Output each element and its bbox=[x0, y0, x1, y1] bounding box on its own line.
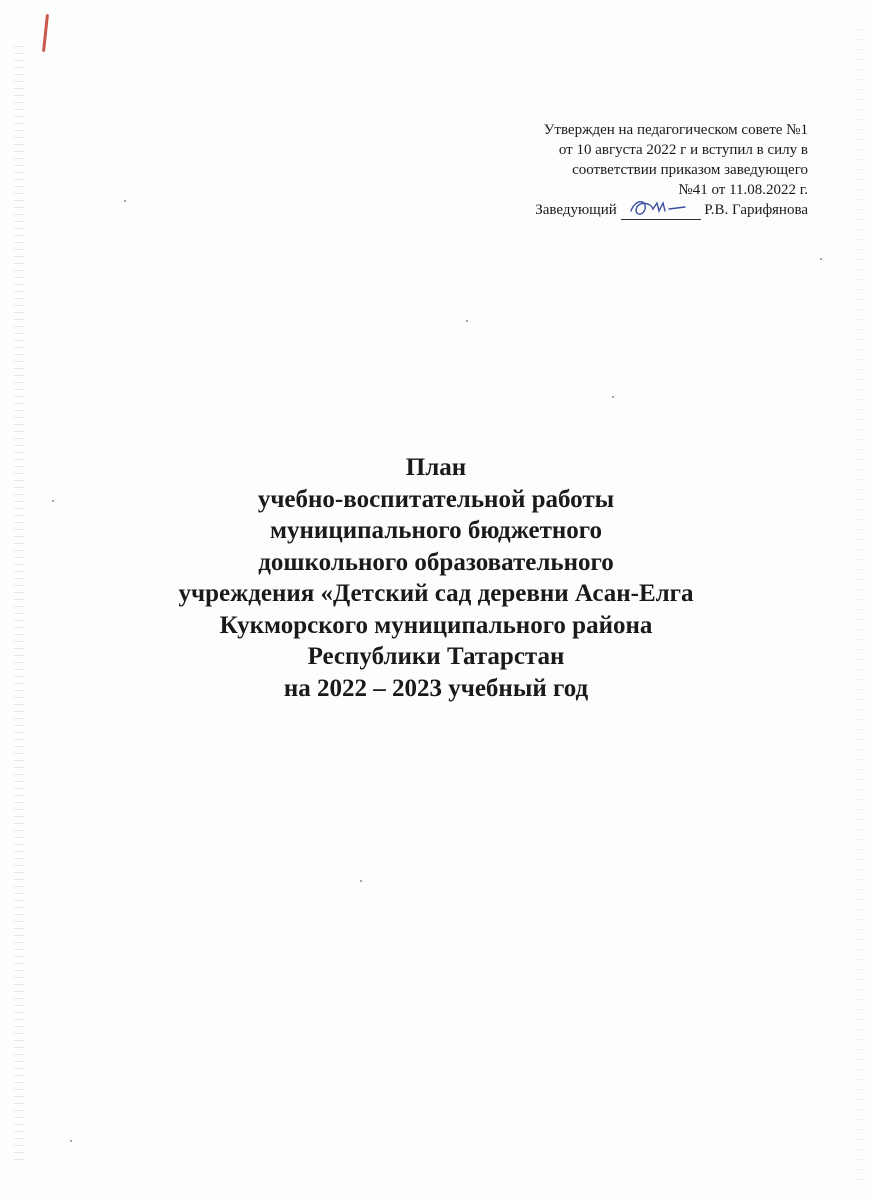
signature-row bbox=[468, 200, 808, 220]
approval-line: Утвержден на педагогическом совете №1 bbox=[543, 122, 808, 138]
title-line: Кукморского муниципального района bbox=[219, 611, 653, 639]
title-line: Республики Татарстан bbox=[307, 643, 565, 670]
title-line: учебно-воспитательной работы bbox=[257, 485, 615, 513]
approval-stamp-block bbox=[468, 120, 808, 220]
scan-speck bbox=[466, 320, 468, 322]
red-pen-mark bbox=[42, 14, 49, 52]
handwritten-signature bbox=[625, 195, 697, 219]
scan-speck bbox=[612, 396, 614, 398]
title-line: на 2022 – 2023 учебный год bbox=[283, 674, 589, 702]
approval-line: соответствии приказом заведующего bbox=[572, 162, 808, 178]
title-line: План bbox=[405, 454, 467, 481]
title-line: дошкольного образовательного bbox=[258, 548, 614, 576]
scan-speck bbox=[360, 880, 362, 882]
title-line: муниципального бюджетного bbox=[269, 517, 603, 544]
scan-speck bbox=[820, 258, 822, 260]
signature-line bbox=[621, 203, 701, 220]
approval-line: от 10 августа 2022 г и вступил в силу в bbox=[558, 142, 808, 158]
scan-speck bbox=[70, 1140, 72, 1142]
head-name: Р.В. Гарифянова bbox=[704, 202, 808, 218]
title-line: учреждения «Детский сад деревни Асан-Елга bbox=[178, 580, 694, 607]
approval-line: №41 от 11.08.2022 г. bbox=[678, 182, 808, 198]
scan-speck bbox=[124, 200, 126, 202]
head-label: Заведующий bbox=[535, 202, 617, 218]
document-title bbox=[0, 452, 872, 704]
